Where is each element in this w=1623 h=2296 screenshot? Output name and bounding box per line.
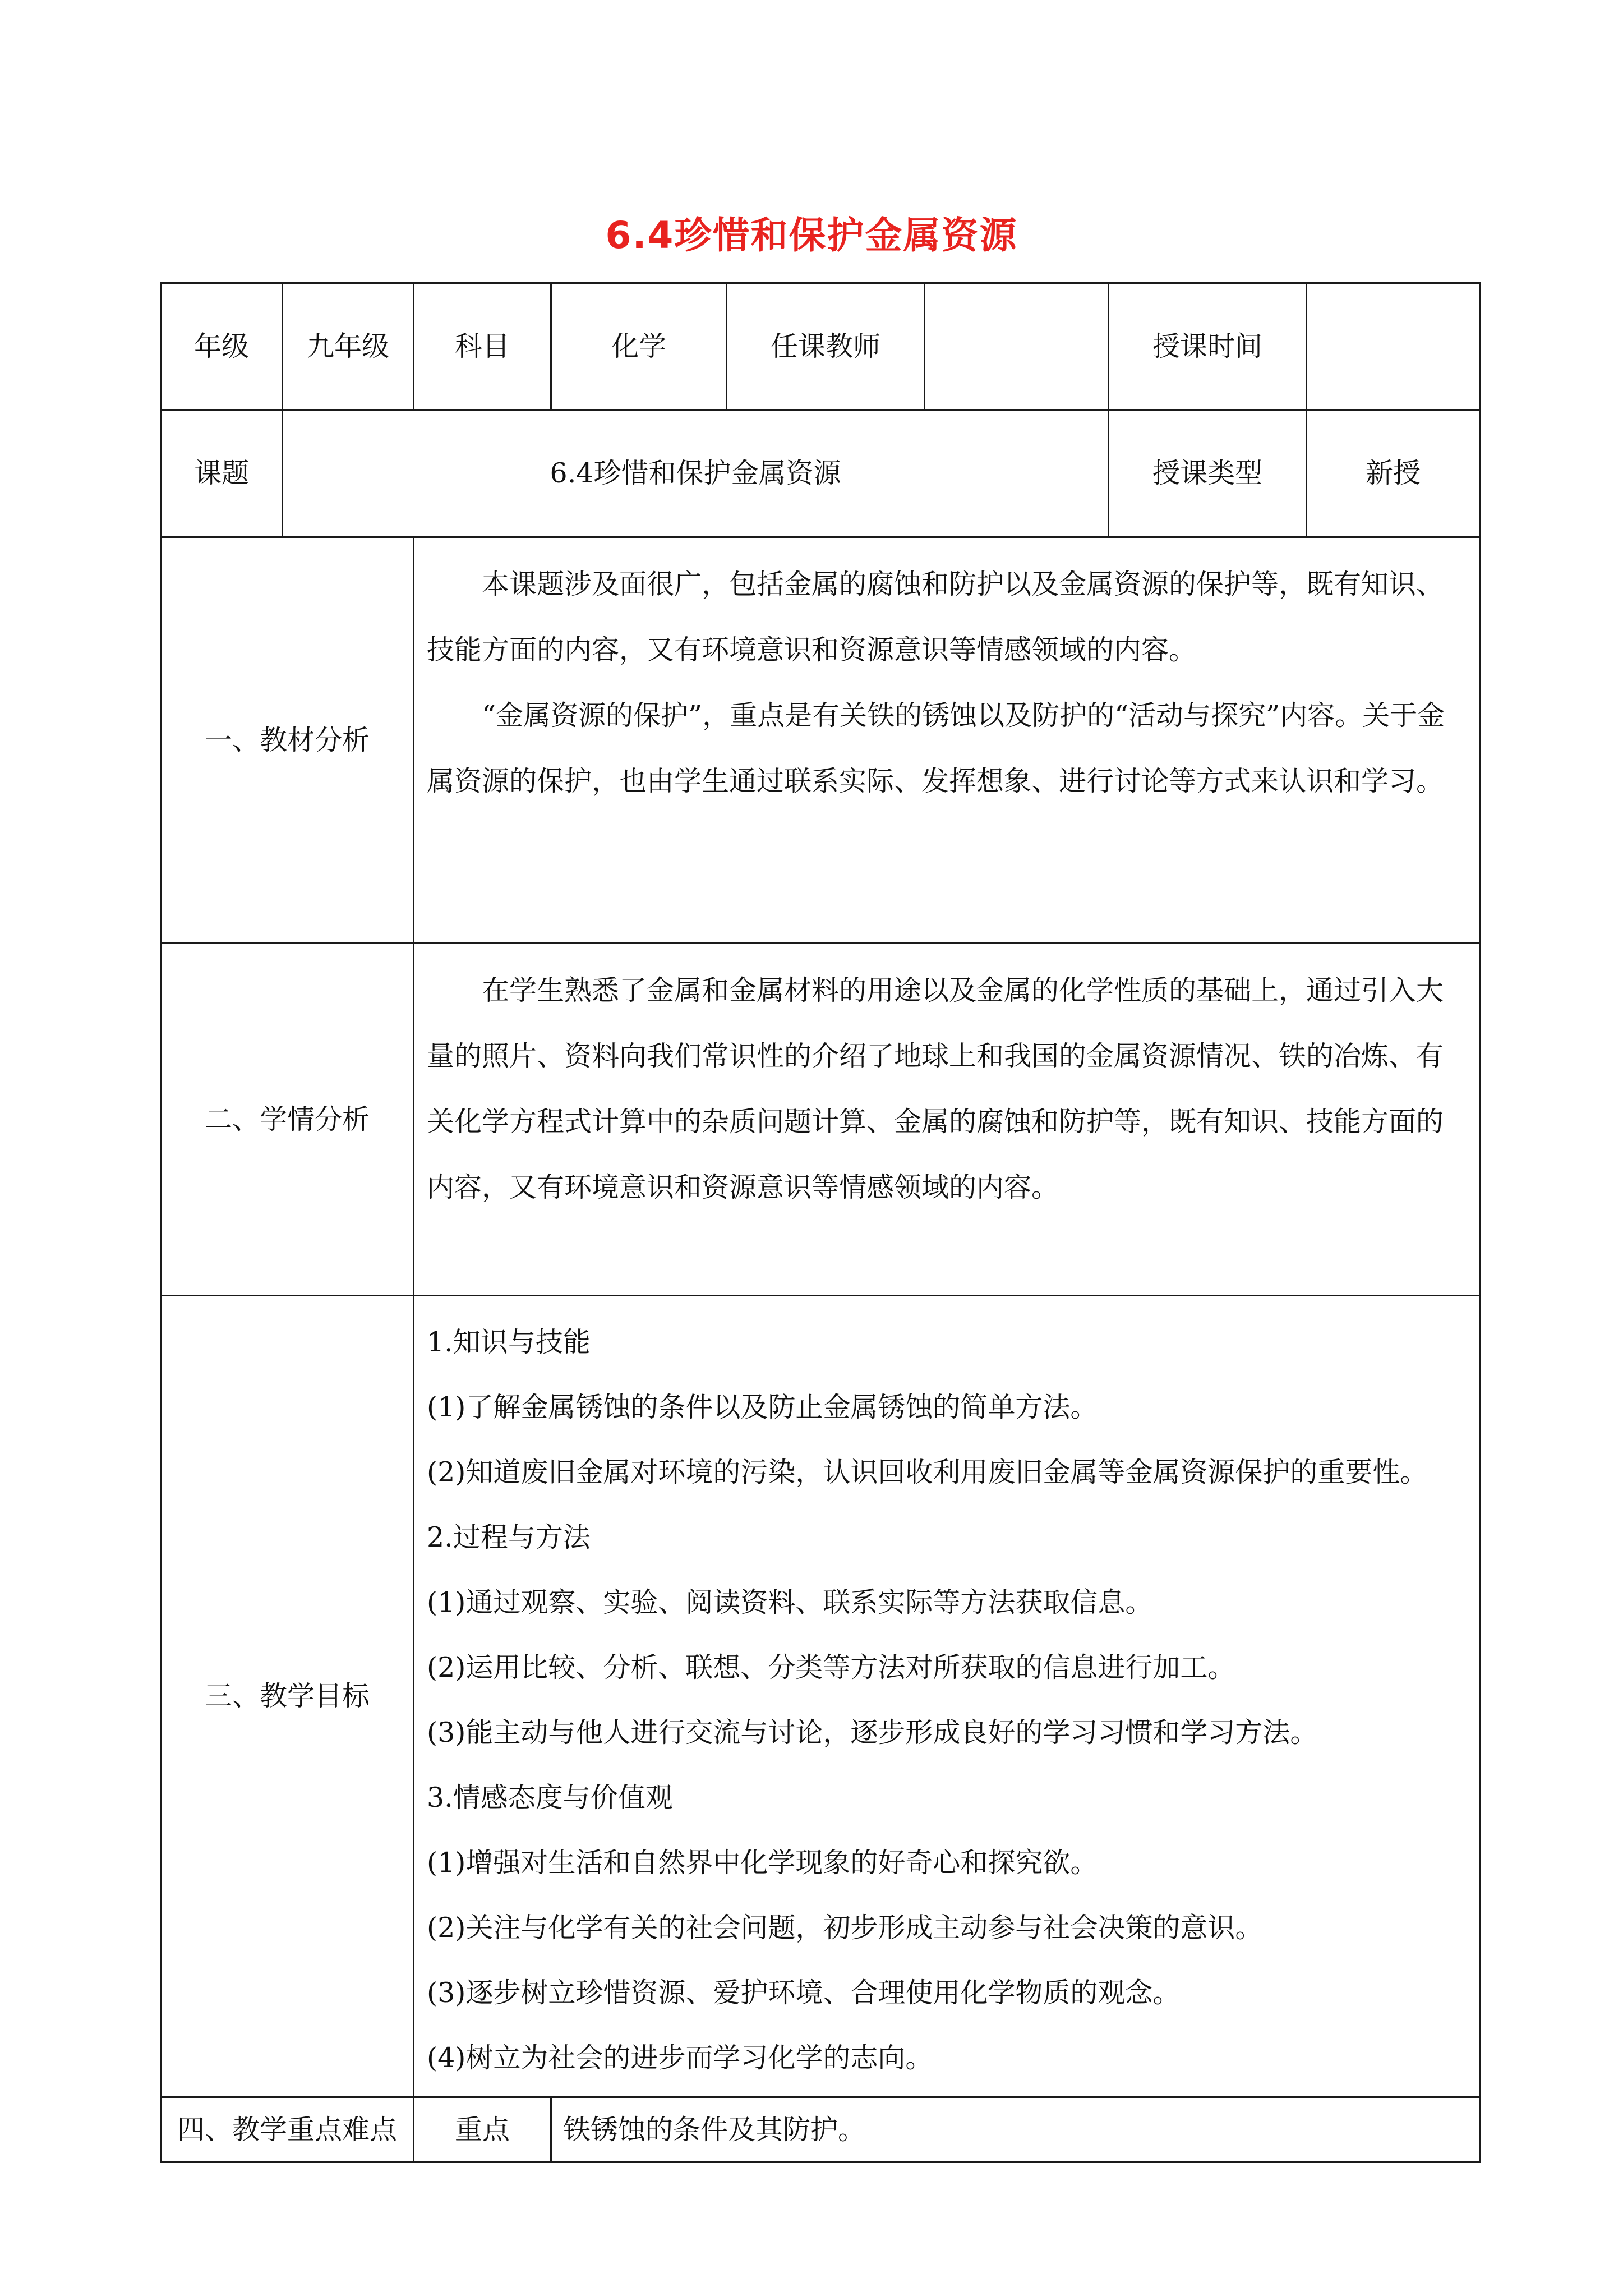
material-paragraph: 本课题涉及面很广，包括金属的腐蚀和防护以及金属资源的保护等，既有知识、技能方面的内容，又有环境意识和资源意识等情感领域的内容。: [427, 568, 1444, 666]
goal-heading: 2.过程与方法: [427, 1521, 591, 1553]
teacher-value: [925, 283, 1109, 410]
material-analysis-label: 一、教材分析: [161, 537, 414, 944]
goal-item: (1)增强对生活和自然界中化学现象的好奇心和探究欲。: [427, 1847, 1098, 1879]
subject-value: 化学: [551, 283, 727, 410]
goal-heading: 3.情感态度与价值观: [427, 1782, 673, 1814]
lesson-type-value: 新授: [1307, 410, 1480, 537]
teacher-label: 任课教师: [727, 283, 925, 410]
key-point-sublabel: 重点: [414, 2097, 551, 2162]
grade-label: 年级: [161, 283, 283, 410]
teaching-goals-content: [414, 1296, 1480, 2097]
teaching-goals-row: [161, 1296, 1480, 2097]
goal-heading: 1.知识与技能: [427, 1326, 591, 1358]
key-point-value: 铁锈蚀的条件及其防护。: [551, 2097, 1480, 2162]
goal-item: (2)知道废旧金属对环境的污染，认识回收利用废旧金属等金属资源保护的重要性。: [427, 1456, 1428, 1488]
time-value: [1307, 283, 1480, 410]
goal-item: (3)能主动与他人进行交流与讨论，逐步形成良好的学习习惯和学习方法。: [427, 1717, 1318, 1749]
material-paragraph: “金属资源的保护”，重点是有关铁的锈蚀以及防护的“活动与探究”内容。关于金属资源的保护，也由学生通过联系实际、发挥想象、进行讨论等方式来认识和学习。: [427, 700, 1445, 797]
student-analysis-label: 二、学情分析: [161, 944, 414, 1296]
teaching-goals-label: 三、教学目标: [161, 1296, 414, 2097]
material-analysis-content: [414, 537, 1480, 944]
student-paragraph: 在学生熟悉了金属和金属材料的用途以及金属的化学性质的基础上，通过引入大量的照片、资料向我们常识性的介绍了地球上和我国的金属资源情况、铁的冶炼、有关化学方程式计算中的杂质问题计算、金属的腐蚀和防护等，既有知识、技能方面的内容，又有环境意识和资源意识等情感领域的内容。: [427, 974, 1444, 1203]
grade-value: 九年级: [283, 283, 414, 410]
goal-item: (1)了解金属锈蚀的条件以及防止金属锈蚀的简单方法。: [427, 1391, 1098, 1423]
lesson-plan-table: [160, 282, 1481, 2163]
goal-item: (1)通过观察、实验、阅读资料、联系实际等方法获取信息。: [427, 1586, 1153, 1618]
student-analysis-row: [161, 944, 1480, 1296]
student-analysis-content: [414, 944, 1480, 1296]
page-title: 6.4珍惜和保护金属资源: [605, 214, 1018, 257]
goal-item: (4)树立为社会的进步而学习化学的志向。: [427, 2042, 933, 2074]
topic-label: 课题: [161, 410, 283, 537]
material-analysis-row: [161, 537, 1480, 944]
goal-item: (2)关注与化学有关的社会问题，初步形成主动参与社会决策的意识。: [427, 1912, 1263, 1944]
subject-label: 科目: [414, 283, 551, 410]
topic-value: 6.4珍惜和保护金属资源: [283, 410, 1109, 537]
lesson-type-label: 授课类型: [1109, 410, 1307, 537]
topic-row: [161, 410, 1480, 537]
goal-item: (3)逐步树立珍惜资源、爱护环境、合理使用化学物质的观念。: [427, 1977, 1181, 2009]
key-points-label: 四、教学重点难点: [161, 2097, 414, 2162]
time-label: 授课时间: [1109, 283, 1307, 410]
key-points-row: [161, 2097, 1480, 2162]
goal-item: (2)运用比较、分析、联想、分类等方法对所获取的信息进行加工。: [427, 1651, 1235, 1683]
header-row: [161, 283, 1480, 410]
